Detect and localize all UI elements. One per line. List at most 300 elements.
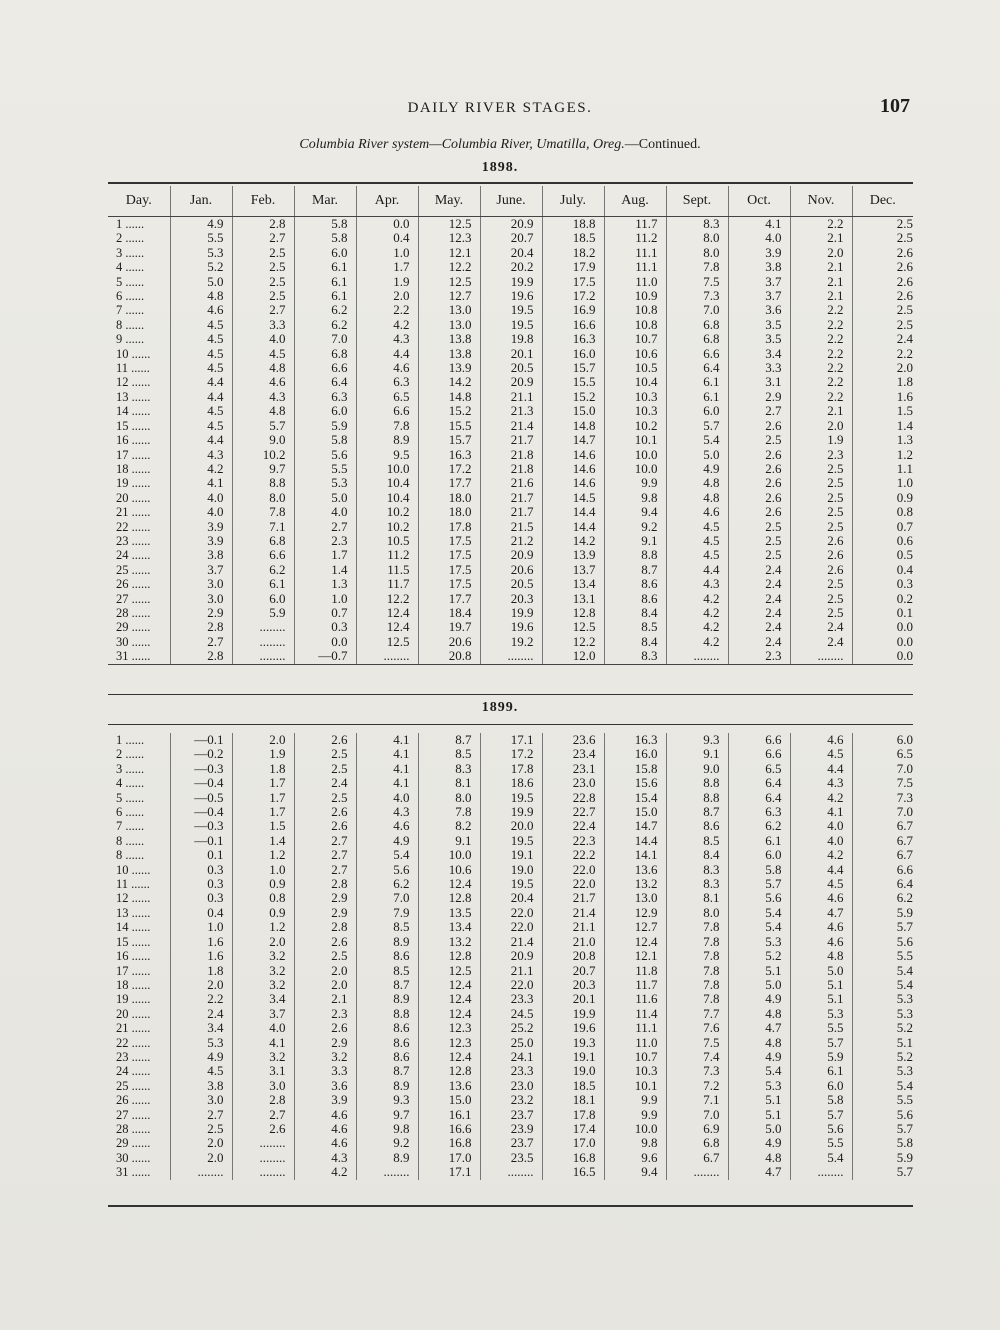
stage-value: 6.0	[294, 246, 356, 260]
stage-value: 2.6	[852, 289, 913, 303]
stage-value: 4.9	[728, 1050, 790, 1064]
stage-value: 8.4	[604, 606, 666, 620]
day-label: 12 ......	[116, 891, 151, 906]
stage-value: 5.1	[728, 1093, 790, 1107]
stage-value: 13.0	[418, 318, 480, 332]
stage-value: 2.6	[294, 805, 356, 819]
stage-value: 1.2	[232, 920, 294, 934]
stage-value: 2.2	[170, 992, 232, 1006]
stage-value: 3.6	[294, 1079, 356, 1093]
stage-value: 13.5	[418, 906, 480, 920]
stage-value: 12.2	[418, 260, 480, 274]
stage-value: 15.5	[418, 419, 480, 433]
stage-value: 14.4	[542, 520, 604, 534]
stage-value: 20.9	[480, 375, 542, 389]
stage-value: 8.5	[666, 834, 728, 848]
stage-value: 2.5	[852, 217, 913, 232]
stage-value: 3.5	[728, 332, 790, 346]
stage-value: 8.0	[666, 246, 728, 260]
stage-value: 2.4	[728, 577, 790, 591]
table-row	[108, 620, 913, 634]
stage-value: 2.5	[170, 1122, 232, 1136]
stage-value: 12.4	[418, 1050, 480, 1064]
stage-value: 20.1	[542, 992, 604, 1006]
stage-value: 5.4	[356, 848, 418, 862]
stage-value: 8.0	[666, 906, 728, 920]
stage-value: 8.7	[356, 1064, 418, 1078]
stage-value: 8.6	[604, 577, 666, 591]
stage-value: 20.3	[542, 978, 604, 992]
stage-value: 7.0	[852, 805, 913, 819]
stage-value: 2.2	[852, 347, 913, 361]
stage-value: 18.4	[418, 606, 480, 620]
stage-value: 22.0	[542, 877, 604, 891]
stage-value: 6.5	[728, 762, 790, 776]
stage-value: 18.1	[542, 1093, 604, 1107]
stage-value: 4.8	[232, 361, 294, 375]
stage-value: 1.9	[232, 747, 294, 761]
stage-value: 3.2	[294, 1050, 356, 1064]
stage-value: 12.4	[418, 1007, 480, 1021]
stage-value: 23.6	[542, 733, 604, 747]
stage-value: 17.5	[418, 534, 480, 548]
stage-value: 2.6	[852, 275, 913, 289]
stage-value: 6.0	[294, 404, 356, 418]
stage-value: 13.9	[542, 548, 604, 562]
stage-value: 17.7	[418, 476, 480, 490]
stage-value: 15.5	[542, 375, 604, 389]
stage-value: 5.4	[728, 906, 790, 920]
stage-value: 10.4	[604, 375, 666, 389]
stage-value: 4.9	[170, 217, 232, 232]
stage-value: 2.5	[790, 505, 852, 519]
stage-value: 4.5	[666, 534, 728, 548]
table-row	[108, 791, 913, 805]
stage-value: 2.2	[790, 303, 852, 317]
stage-value: 1.3	[852, 433, 913, 447]
stage-value: 5.5	[790, 1021, 852, 1035]
stage-value: 8.9	[356, 935, 418, 949]
stage-value: 10.8	[604, 303, 666, 317]
stage-value: 1.4	[232, 834, 294, 848]
stage-value: 4.0	[790, 819, 852, 833]
stage-value: 10.5	[604, 361, 666, 375]
table-row	[108, 863, 913, 877]
stage-value: 1.8	[170, 964, 232, 978]
stage-value: 2.0	[790, 419, 852, 433]
stage-value: 20.7	[542, 964, 604, 978]
stage-value: 9.9	[604, 1093, 666, 1107]
stage-value: 5.6	[728, 891, 790, 905]
stage-value: 4.6	[356, 361, 418, 375]
stage-value: 10.7	[604, 332, 666, 346]
table-row	[108, 347, 913, 361]
stage-value: 5.3	[728, 935, 790, 949]
stage-value: 4.3	[356, 805, 418, 819]
stage-value: 2.2	[356, 303, 418, 317]
stage-value: 5.8	[790, 1093, 852, 1107]
stage-value: 1.7	[232, 805, 294, 819]
stage-value: 0.0	[852, 620, 913, 634]
stage-value: 15.0	[418, 1093, 480, 1107]
stage-value: 7.3	[852, 791, 913, 805]
stage-value: 4.6	[294, 1122, 356, 1136]
stage-value: 10.9	[604, 289, 666, 303]
stage-value: 22.4	[542, 819, 604, 833]
stage-value: 21.6	[480, 476, 542, 490]
stage-value: 8.0	[232, 491, 294, 505]
stage-value: 3.0	[170, 1093, 232, 1107]
day-label: 28 ......	[116, 1121, 151, 1136]
stage-value: 15.2	[418, 404, 480, 418]
stage-value: 9.7	[232, 462, 294, 476]
day-label: 6 ......	[116, 805, 145, 820]
table-row	[108, 805, 913, 819]
day-label: 20 ......	[116, 1006, 151, 1021]
stage-value: 7.0	[666, 303, 728, 317]
stage-value: 11.2	[604, 231, 666, 245]
stage-value: 12.8	[542, 606, 604, 620]
stage-value: 4.3	[356, 332, 418, 346]
stage-value: 3.9	[170, 520, 232, 534]
table-row	[108, 505, 913, 519]
stage-value: 2.5	[790, 520, 852, 534]
stage-value: 20.9	[480, 949, 542, 963]
day-label: 10 ......	[116, 862, 151, 877]
column-header-month: Aug.	[604, 186, 666, 217]
stage-value: 3.8	[170, 1079, 232, 1093]
stage-value: 19.6	[480, 289, 542, 303]
stage-value: 8.9	[356, 992, 418, 1006]
stage-value: 5.5	[852, 1093, 913, 1107]
stage-value: 4.4	[170, 433, 232, 447]
stage-value: 2.0	[232, 935, 294, 949]
stage-value: 7.8	[666, 964, 728, 978]
stage-value: 6.6	[232, 548, 294, 562]
stage-value: 2.5	[790, 592, 852, 606]
stage-value: 5.0	[790, 964, 852, 978]
stage-value: 8.9	[356, 1151, 418, 1165]
stage-value: 6.7	[852, 819, 913, 833]
table-row	[108, 949, 913, 963]
stage-value: ........	[790, 1165, 852, 1179]
stage-value: 3.4	[170, 1021, 232, 1035]
stage-value: 4.2	[666, 592, 728, 606]
table-row	[108, 592, 913, 606]
stage-value: 5.7	[852, 920, 913, 934]
stage-value: 7.0	[294, 332, 356, 346]
stage-value: 4.0	[232, 332, 294, 346]
column-header-month: Dec.	[852, 186, 913, 217]
stage-value: 10.1	[604, 1079, 666, 1093]
stage-value: 18.0	[418, 491, 480, 505]
stage-value: 21.7	[480, 433, 542, 447]
stage-value: 2.6	[852, 246, 913, 260]
stage-value: 6.7	[852, 848, 913, 862]
stage-value: 13.6	[418, 1079, 480, 1093]
stage-value: 8.4	[604, 635, 666, 649]
stage-value: 19.6	[542, 1021, 604, 1035]
stage-value: 2.7	[170, 635, 232, 649]
stage-value: 2.6	[294, 1021, 356, 1035]
stage-value: 14.4	[542, 505, 604, 519]
stage-value: 2.5	[232, 246, 294, 260]
stage-value: 1.7	[294, 548, 356, 562]
stage-value: 11.4	[604, 1007, 666, 1021]
stage-value: 4.8	[170, 289, 232, 303]
stage-value: 8.6	[356, 1036, 418, 1050]
stage-value: 5.4	[852, 978, 913, 992]
table-row	[108, 491, 913, 505]
stage-value: 12.5	[418, 275, 480, 289]
table-row	[108, 361, 913, 375]
stage-value: 6.2	[294, 318, 356, 332]
stage-value: 4.3	[294, 1151, 356, 1165]
stage-value: 0.5	[852, 548, 913, 562]
stage-value: 18.2	[542, 246, 604, 260]
day-label: 28 ......	[116, 605, 151, 620]
stage-value: 4.5	[170, 332, 232, 346]
day-label: 27 ......	[116, 591, 151, 606]
table-row	[108, 964, 913, 978]
stage-value: 10.0	[418, 848, 480, 862]
stage-value: 6.0	[666, 404, 728, 418]
stage-value: 8.4	[666, 848, 728, 862]
stage-value: 1.4	[294, 563, 356, 577]
stage-value: 21.4	[480, 935, 542, 949]
stage-value: 4.3	[170, 448, 232, 462]
stage-value: 6.5	[356, 390, 418, 404]
subtitle-tail: —Continued.	[624, 137, 701, 152]
stage-value: 19.5	[480, 303, 542, 317]
stage-value: 2.1	[790, 289, 852, 303]
table-row	[108, 762, 913, 776]
stage-value: 2.4	[728, 563, 790, 577]
stage-value: 14.8	[542, 419, 604, 433]
stage-value: 1.0	[294, 592, 356, 606]
stage-value: 2.5	[790, 491, 852, 505]
day-label: 18 ......	[116, 977, 151, 992]
stage-value: 5.5	[170, 231, 232, 245]
stage-value: 4.1	[790, 805, 852, 819]
stage-value: 9.8	[356, 1122, 418, 1136]
stage-value: 14.6	[542, 462, 604, 476]
stage-value: 4.8	[728, 1036, 790, 1050]
stage-value: 6.1	[294, 289, 356, 303]
stage-value: ........	[480, 649, 542, 664]
stage-value: 2.5	[728, 534, 790, 548]
stage-value: 22.8	[542, 791, 604, 805]
day-label: 18 ......	[116, 461, 151, 476]
stage-value: 12.1	[418, 246, 480, 260]
stage-value: 10.7	[604, 1050, 666, 1064]
stage-value: 22.0	[480, 920, 542, 934]
stage-value: ........	[170, 1165, 232, 1179]
stage-value: ........	[232, 1136, 294, 1150]
stage-value: 17.5	[418, 563, 480, 577]
stage-value: 16.6	[542, 318, 604, 332]
stage-value: 21.2	[480, 534, 542, 548]
stage-value: —0.3	[170, 762, 232, 776]
stage-value: 23.2	[480, 1093, 542, 1107]
day-label: 4 ......	[116, 260, 145, 275]
stage-value: 1.9	[790, 433, 852, 447]
stage-value: 20.3	[480, 592, 542, 606]
stage-value: 2.0	[294, 978, 356, 992]
day-label: 19 ......	[116, 476, 151, 491]
stage-value: 17.5	[418, 548, 480, 562]
stage-value: 0.0	[852, 649, 913, 664]
stage-value: 2.8	[232, 1093, 294, 1107]
stage-value: 5.7	[728, 877, 790, 891]
stage-value: 5.0	[294, 491, 356, 505]
stage-value: 3.9	[294, 1093, 356, 1107]
table-row	[108, 217, 913, 232]
stage-value: 19.9	[480, 805, 542, 819]
day-label: 9 ......	[116, 332, 145, 347]
stage-value: 3.4	[728, 347, 790, 361]
stage-value: 6.8	[294, 347, 356, 361]
stage-value: 2.7	[294, 848, 356, 862]
year-heading-1898: 1898.	[481, 160, 519, 175]
table-row	[108, 1021, 913, 1035]
stage-value: 19.5	[480, 318, 542, 332]
stage-value: 5.7	[666, 419, 728, 433]
stage-value: 4.8	[728, 1151, 790, 1165]
day-label: 17 ......	[116, 447, 151, 462]
running-head: DAILY RIVER STAGES.	[407, 100, 593, 116]
stage-value: 1.4	[852, 419, 913, 433]
stage-value: 25.0	[480, 1036, 542, 1050]
day-label: 7 ......	[116, 303, 145, 318]
table-row	[108, 289, 913, 303]
stage-value: 5.4	[790, 1151, 852, 1165]
stage-value: 2.5	[232, 260, 294, 274]
stage-value: 2.5	[294, 949, 356, 963]
column-header-month: Jan.	[170, 186, 232, 217]
stage-value: 3.8	[170, 548, 232, 562]
table-row	[108, 448, 913, 462]
stage-value: 2.6	[728, 505, 790, 519]
stage-value: 8.3	[666, 217, 728, 232]
stage-value: 4.7	[728, 1165, 790, 1179]
table-row	[108, 635, 913, 649]
stage-value: 21.7	[480, 491, 542, 505]
stage-value: 7.8	[666, 949, 728, 963]
table-row	[108, 1151, 913, 1165]
stage-value: 17.1	[418, 1165, 480, 1179]
table-row	[108, 419, 913, 433]
stage-value: 12.1	[604, 949, 666, 963]
stage-value: 19.5	[480, 877, 542, 891]
stage-value: 0.6	[852, 534, 913, 548]
stage-value: 10.3	[604, 1064, 666, 1078]
stage-value: 8.5	[418, 747, 480, 761]
stage-value: 2.6	[728, 491, 790, 505]
stage-value: 4.1	[356, 747, 418, 761]
stage-value: 4.1	[728, 217, 790, 232]
stage-value: 23.0	[480, 1079, 542, 1093]
stage-value: 19.2	[480, 635, 542, 649]
stage-value: 3.8	[728, 260, 790, 274]
stage-value: 23.1	[542, 762, 604, 776]
day-label: 29 ......	[116, 1136, 151, 1151]
stage-value: 9.9	[604, 1108, 666, 1122]
stage-value: 4.9	[728, 992, 790, 1006]
stage-value: 7.0	[666, 1108, 728, 1122]
stage-value: 23.0	[542, 776, 604, 790]
stage-value: 8.7	[418, 733, 480, 747]
stage-value: 5.7	[852, 1122, 913, 1136]
stage-value: 5.5	[294, 462, 356, 476]
stage-value: 2.9	[170, 606, 232, 620]
stage-value: —0.2	[170, 747, 232, 761]
stage-value: 2.4	[790, 635, 852, 649]
stage-value: 20.7	[480, 231, 542, 245]
stage-value: 5.9	[852, 1151, 913, 1165]
stage-value: 6.4	[728, 776, 790, 790]
stage-value: 6.0	[852, 733, 913, 747]
stage-value: 2.7	[170, 1108, 232, 1122]
table-row	[108, 534, 913, 548]
stage-value: 3.7	[232, 1007, 294, 1021]
stage-value: 2.2	[790, 361, 852, 375]
stage-value: 10.8	[604, 318, 666, 332]
stage-value: 0.1	[170, 848, 232, 862]
stage-value: 17.2	[480, 747, 542, 761]
column-header-day: Day.	[108, 186, 170, 217]
subtitle-italic: Columbia River system—Columbia River, Umatilla, Oreg.	[299, 137, 625, 152]
stage-value: 0.0	[852, 635, 913, 649]
stage-value: 6.0	[232, 592, 294, 606]
stage-value: 8.9	[356, 1079, 418, 1093]
stage-value: 9.7	[356, 1108, 418, 1122]
stage-value: 22.0	[480, 978, 542, 992]
stage-value: 6.5	[852, 747, 913, 761]
stage-value: 3.2	[232, 1050, 294, 1064]
stage-value: 4.8	[232, 404, 294, 418]
stage-value: 7.9	[356, 906, 418, 920]
stage-value: 0.9	[232, 877, 294, 891]
stage-value: 19.6	[480, 620, 542, 634]
stage-value: 1.6	[852, 390, 913, 404]
stage-value: 2.4	[170, 1007, 232, 1021]
stage-value: 14.7	[604, 819, 666, 833]
stage-value: 21.1	[480, 964, 542, 978]
stage-value: 6.0	[790, 1079, 852, 1093]
stage-value: 6.3	[728, 805, 790, 819]
day-label: 21 ......	[116, 1021, 151, 1036]
stage-value: 1.5	[232, 819, 294, 833]
day-label: 22 ......	[116, 519, 151, 534]
stage-value: 18.5	[542, 1079, 604, 1093]
stage-value: 5.8	[294, 231, 356, 245]
stage-value: 5.9	[294, 419, 356, 433]
stage-value: 6.8	[666, 1136, 728, 1150]
stage-value: 4.0	[728, 231, 790, 245]
stage-value: 5.2	[852, 1050, 913, 1064]
stage-value: 17.0	[542, 1136, 604, 1150]
stage-value: 19.0	[542, 1064, 604, 1078]
stage-value: 9.9	[604, 476, 666, 490]
stage-value: 9.2	[604, 520, 666, 534]
stage-value: 12.5	[418, 964, 480, 978]
stage-value: 13.9	[418, 361, 480, 375]
stage-value: 10.0	[356, 462, 418, 476]
stage-value: 5.3	[852, 992, 913, 1006]
stage-value: 4.1	[356, 776, 418, 790]
stage-value: 2.5	[852, 318, 913, 332]
